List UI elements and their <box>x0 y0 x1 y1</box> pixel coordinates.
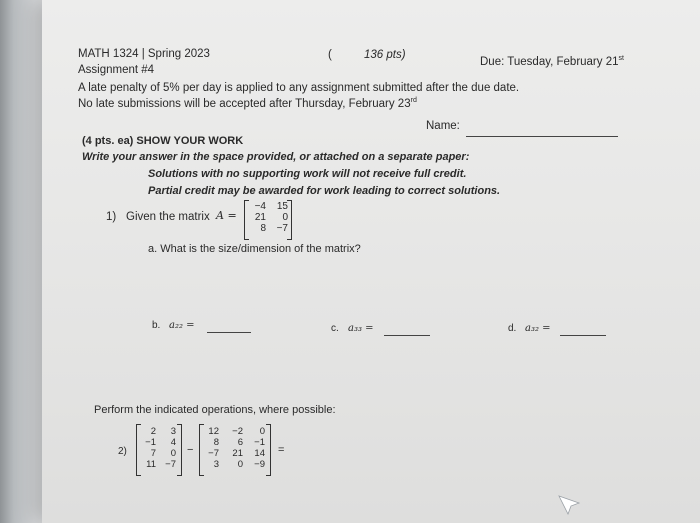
matrix-right-cell: −2 <box>232 426 243 437</box>
matrix-right-cell: 0 <box>259 426 265 437</box>
matrix-right-cell: 6 <box>237 437 243 448</box>
matrix-right-grid <box>203 426 265 470</box>
matrix-right-cell: −9 <box>254 459 265 470</box>
matrix-right-right-bracket <box>266 424 271 476</box>
q1-part-c-var: a₃₃ = <box>348 323 374 334</box>
matrix-a-grid <box>248 201 288 234</box>
section-2-title: Perform the indicated operations, where possible: <box>94 404 336 416</box>
minus-operator: − <box>187 444 194 456</box>
matrix-left-cell: 7 <box>150 448 156 459</box>
q1-part-d-label: d. <box>508 323 517 334</box>
due-date-sup: st <box>618 55 624 62</box>
matrix-left-cell: −7 <box>165 459 176 470</box>
no-late-text: No late submissions will be accepted after Thursday, February 23 <box>78 97 411 110</box>
matrix-right-cell: 0 <box>237 459 243 470</box>
matrix-a-cell: 8 <box>260 223 266 234</box>
q1-part-d-var: a₃₂ = <box>525 323 551 334</box>
name-blank <box>466 136 618 137</box>
assignment-number: Assignment #4 <box>78 64 155 76</box>
matrix-a-cell: −4 <box>254 201 266 212</box>
q2-number: 2) <box>118 446 127 457</box>
q1-part-b-blank <box>207 332 251 333</box>
late-penalty-notice: A late penalty of 5% per day is applied to any assignment submitted after the due date. <box>78 82 520 94</box>
total-points: 136 pts) <box>364 49 406 61</box>
q1-part-b-var: a₂₂ = <box>169 320 195 331</box>
q1-part-a: a. What is the size/dimension of the matrix? <box>148 243 361 255</box>
q1-part-c-label: c. <box>331 323 339 334</box>
matrix-right-cell: −1 <box>254 437 265 448</box>
name-label: Name: <box>426 120 460 132</box>
matrix-a-cell: −7 <box>276 223 288 234</box>
worksheet-page <box>42 0 700 523</box>
matrix-left-cell: 3 <box>170 426 176 437</box>
due-date <box>480 55 624 68</box>
no-late-notice <box>78 97 417 110</box>
open-paren: ( <box>328 49 332 61</box>
matrix-right-cell: −7 <box>208 448 219 459</box>
matrix-right-cell: 12 <box>208 426 219 437</box>
instructions-line-3: Partial credit may be awarded for work leading to correct solutions. <box>148 185 501 197</box>
matrix-a <box>244 200 292 240</box>
equals-operator: = <box>278 444 285 456</box>
matrix-left-grid <box>140 426 176 470</box>
matrix-left-cell: 0 <box>170 448 176 459</box>
instructions-title: (4 pts. ea) SHOW YOUR WORK <box>82 135 244 147</box>
matrix-right-cell: 8 <box>213 437 219 448</box>
mouse-cursor-icon <box>557 494 581 516</box>
q1-matrix-var: A = <box>216 209 237 222</box>
due-date-text: Due: Tuesday, February 21 <box>480 55 619 68</box>
instructions-line-2: Solutions with no supporting work will not receive full credit. <box>148 168 467 180</box>
matrix-left-cell: 4 <box>170 437 176 448</box>
q1-part-b-label: b. <box>152 320 161 331</box>
matrix-a-cell: 21 <box>254 212 266 223</box>
matrix-a-cell: 15 <box>276 201 288 212</box>
matrix-left-right-bracket <box>177 424 182 476</box>
no-late-sup: rd <box>410 97 417 104</box>
matrix-right-cell: 3 <box>213 459 219 470</box>
matrix-left-cell: −1 <box>145 437 156 448</box>
matrix-right-cell: 21 <box>232 448 243 459</box>
course-title: MATH 1324 | Spring 2023 <box>78 48 210 60</box>
q1-number: 1) <box>106 211 117 223</box>
matrix-right-cell: 14 <box>254 448 265 459</box>
matrix-a-cell: 0 <box>282 212 288 223</box>
q1-part-d-blank <box>560 335 606 336</box>
matrix-left <box>136 424 182 476</box>
matrix-left-cell: 2 <box>150 426 156 437</box>
matrix-left-cell: 11 <box>146 459 156 470</box>
instructions-line-1: Write your answer in the space provided, or attached on a separate paper: <box>82 151 470 163</box>
matrix-right <box>199 424 271 476</box>
q1-part-c-blank <box>384 335 430 336</box>
q1-prompt: Given the matrix <box>126 211 210 223</box>
